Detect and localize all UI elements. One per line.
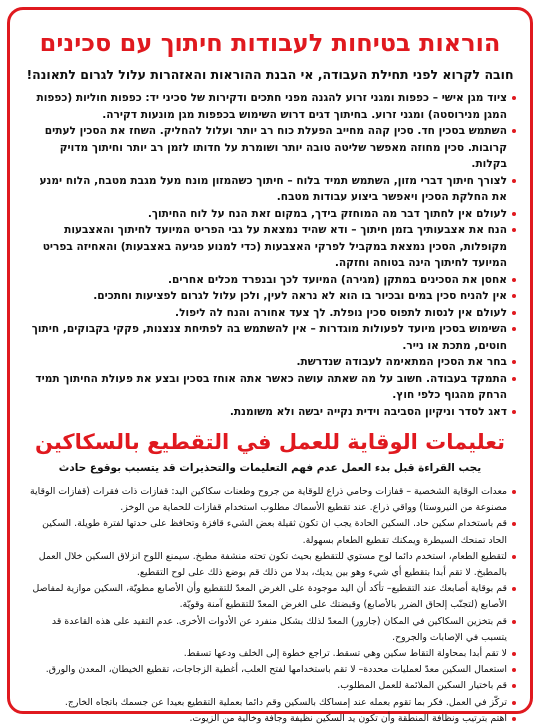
list-item: לעולם אין לחתוך דבר מה המוחזק בידך, במקום זאת הנח על לוח החיתוך. [24, 206, 516, 223]
list-item: לצורך חיתוך דברי מזון, השתמש תמיד בלוח – חיתוך כשהמזון מונח מעל מגבת מטבח, הלוח ימנע את החלקת הסכין ויאפשר ביצוע עבודות מטבח. [24, 173, 516, 206]
list-item: אחסן את הסכינים במתקן (מגירה) המיועד לכך ובנפרד מכלים אחרים. [24, 272, 516, 289]
arabic-instructions-list [10, 484, 530, 727]
list-item: בחר את הסכין המתאימה לעבודה שנדרשת. [24, 354, 516, 371]
list-item: استعمال السكين معدّ لعمليات محددة– لا تقم باستخدامها لفتح العلب، أغطية الزجاجات، تقطيع الخيطان، المعدن والورق. [24, 662, 516, 678]
list-item: התמקד בעבודה. חשוב על מה שאתה עושה כאשר אתה אוחז בסכין ובצע את פעולת החיתוך תמיד הרחק מהגוף כלפי חוץ. [24, 371, 516, 404]
hebrew-title: הוראות בטיחות לעבודות חיתוך עם סכינים [39, 29, 501, 57]
hebrew-instructions-list [10, 90, 530, 420]
list-item: لا تقم أبدا بمحاولة التقاط سكين وهي تسقط. تراجع خطوة إلى الخلف ودعها تسقط. [24, 646, 516, 662]
list-item: قم باستخدام سكين حاد. السكين الحادة يجب ان تكون ثقيلة بعض الشيء قافزة وتحافظ على حدتها لفترة طويلة. السكين الحاد تمنحك السيطرة ويمكنك تقطيع الطعام بسهولة. [24, 516, 516, 548]
arabic-title: تعليمات الوقاية للعمل في التقطيع بالسكاكين [34, 430, 506, 454]
arabic-subtitle: يجب القراءة قبل بدء العمل عدم فهم التعليمات والتحذيرات قد يتسبب بوقوع حادث [58, 462, 482, 474]
list-item: تركّز في العمل. فكر بما تقوم بعمله عند إمساكك بالسكين وقم دائما بعملية التقطيع بعيدا عن جسمك باتجاه الخارج. [24, 695, 516, 711]
list-item: השתמש בסכין חד. סכין קהה מחייב הפעלת כוח רב יותר ועלול להחליק. השחז את הסכין לעתים קרובות. סכין מחוזה מאפשר שליטה טובה יותר ושומרת על חדותו לזמן רב יותר וחיתוך מדויק בקלות. [24, 123, 516, 173]
list-item: اهتم بترتيب ونظافة المنطقة وأن تكون يد السكين نظيفة وجافة وخالية من الزيوت. [24, 711, 516, 727]
safety-sign [7, 7, 533, 724]
list-item: ציוד מגן אישי – כפפות ומגני זרוע להגנה מפני חתכים ודקירות של סכיני יד: כפפות חוליות (כפפות המגן מנירוסטה) ומגני זרוע. בחיתוך דגים דרוש השימוש בכפפות מגן מונעות דקירה. [24, 90, 516, 123]
list-item: השימוש בסכין מיועד לפעולות מוגדרות – אין להשתמש בה לפתיחת צנצנות, פקקי בקבוקים, חיתוך חוטים, מתכת או נייר. [24, 321, 516, 354]
list-item: قم بتخزين السكاكين في المكان (جارور) المعدّ لذلك بشكل منفرد عن الأدوات الأخرى. عدم التقيد على هذه القاعدة قد يتسبب في الإصابات والجروح. [24, 614, 516, 646]
list-item: דאג לסדר וניקיון הסביבה וידית נקייה יבשה ולא משומנת. [24, 404, 516, 421]
list-item: لتقطيع الطعام، استخدم دائما لوح مستوي للتقطيع بحيث تكون تحته منشفة مطبخ. سيمنع اللوح انزلاق السكين خلال العمل بالمطبخ. لا تقم أبدا بتقطيع أي شيء وهو بين يديك، بدلا من ذلك قم بوضع ذلك على لوح التقطيع. [24, 549, 516, 581]
list-item: אין להניח סכין במים ובכיור בו הוא לא נראה לעין, ולכן עלול לגרום לפציעות וחתכים. [24, 288, 516, 305]
list-item: הנח את אצבעותיך בזמן חיתוך – ודא שהיד נמצאת על גבי הפריט המיועד לחיתוך והאצבעות מקופלות, הסכין נמצאת במקביל לפרקי האצבעות (כדי למנוע פגיעה באצבעות) והאחיזה בפריט המיועד לחיתוך הינה בטוחה וחזקה. [24, 222, 516, 272]
list-item: قم بوقاية أصابعك عند التقطيع– تأكد أن اليد موجودة على الغرض المعدّ للتقطيع وأن الأصابع مطويّة، السكين موازية لمفاصل الأصابع (لتجنّب إلحاق الضرر بالأصابع) وقبضتك على الغرض المعدّ للتقطيع آمنة وقويّة. [24, 581, 516, 613]
list-item: قم باختيار السكين الملائمة للعمل المطلوب. [24, 678, 516, 694]
list-item: לעולם אין לנסות לתפוס סכין נופלת. לך צעד אחורה והנח לה ליפול. [24, 305, 516, 322]
list-item: معدات الوقاية الشخصية – قفازات وحامي ذراع للوقاية من جروح وطعنات سكاكين اليد: قفازات ذات فقرات (قفازات الوقاية مصنوعة من النيروستا) وواقي ذراع. عند تقطيع الأسماك مطلوب استخدام قفازات للحماية من الوخز. [24, 484, 516, 516]
hebrew-subtitle: חובה לקרוא לפני תחילת העבודה, אי הבנת ההוראות והאזהרות עלול לגרום לתאונה! [26, 67, 514, 82]
